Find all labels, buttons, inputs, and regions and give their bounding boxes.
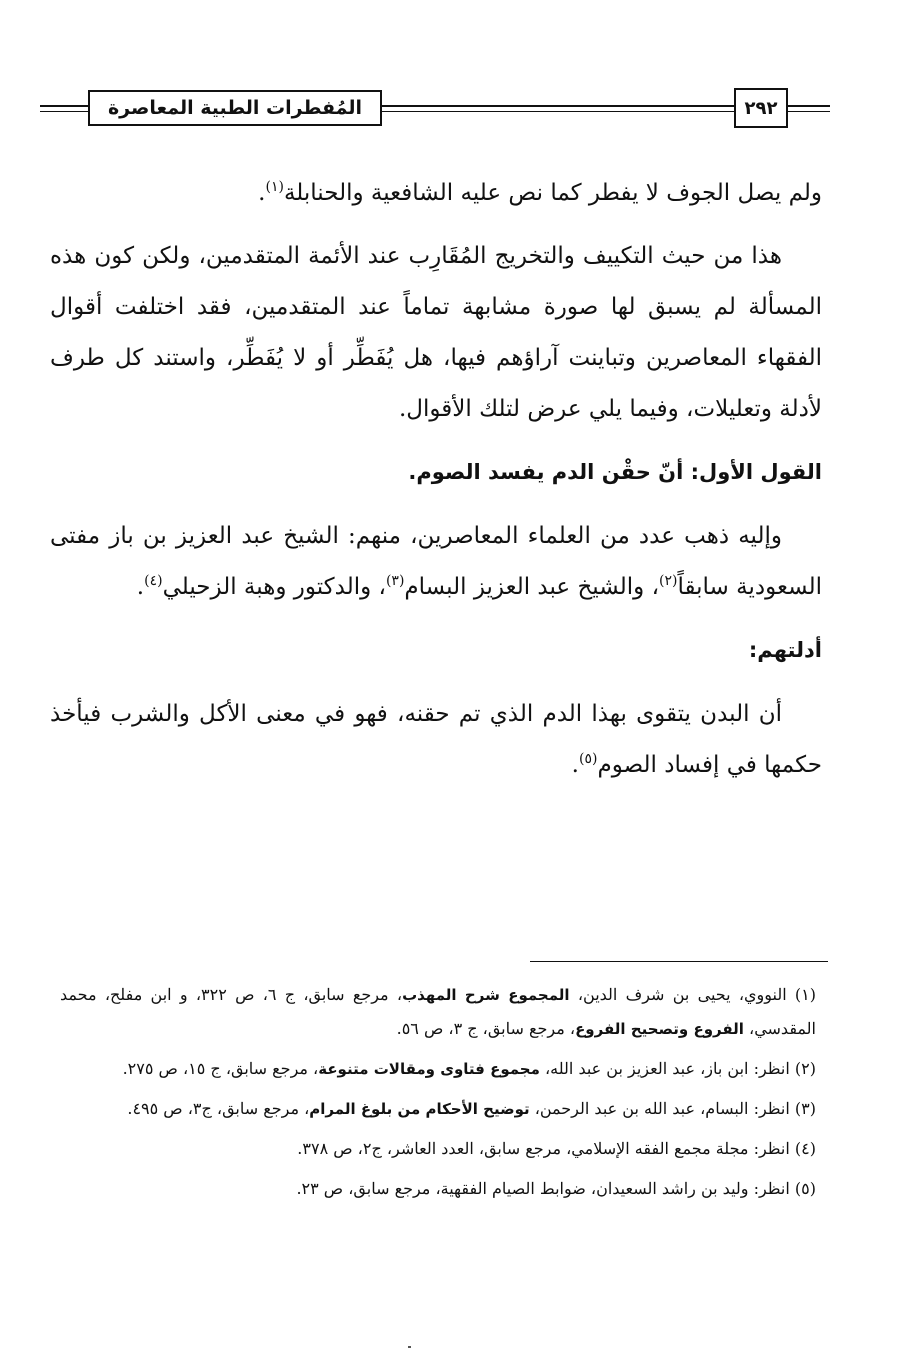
footnote-ref-2: (٢) <box>659 573 678 589</box>
footnote-ref-5: (٥) <box>578 751 598 767</box>
footnote-separator <box>530 961 828 962</box>
book-title: المُفطرات الطبية المعاصرة <box>88 90 382 126</box>
footnote-1 <box>60 978 816 1046</box>
footnote-2-title: مجموع فتاوى ومقالات متنوعة <box>318 1060 540 1078</box>
paragraph-3 <box>50 511 822 613</box>
footnote-2-part-a: (٢) انظر: ابن باز، عبد العزيز بن عبد الله، <box>539 1059 816 1078</box>
footnote-1-part-e: ، مرجع سابق، ج ٣، ص ٥٦. <box>396 1019 576 1038</box>
header-rule-middle-top <box>382 105 734 107</box>
footnote-5: (٥) انظر: وليد بن راشد السعيدان، ضوابط الصيام الفقهية، مرجع سابق، ص ٢٣. <box>296 1179 816 1198</box>
footnote-3-part-a: (٣) انظر: البسام، عبد الله بن عبد الرحمن، <box>529 1099 816 1118</box>
footnote-1-part-a: (١) النووي، يحيى بن شرف الدين، <box>569 985 816 1004</box>
footnote-ref-1: (١) <box>265 179 284 195</box>
page-header <box>40 88 830 134</box>
header-rule-left-bottom <box>40 111 88 112</box>
paragraph-3-end: . <box>136 574 145 600</box>
footnote-1-title-2: الفروع وتصحيح الفروع <box>575 1020 744 1038</box>
footnote-1-title-1: المجموع شرح المهذب <box>402 986 570 1004</box>
footnote-3-title: توضيح الأحكام من بلوغ المرام <box>309 1100 530 1118</box>
footnotes <box>60 978 816 1212</box>
header-rule-left-top <box>40 105 88 107</box>
main-text <box>50 168 822 803</box>
footnote-1-part-c: ، مرجع سابق، ج ٦، ص ٣٢٢، و ابن مفلح، محمد المقدسي، <box>60 985 816 1038</box>
footnote-2 <box>60 1052 816 1086</box>
header-rule-right-bottom <box>788 111 830 112</box>
paragraph-4-end: . <box>571 752 579 778</box>
footnote-3 <box>60 1092 816 1126</box>
paragraph-4-text: أن البدن يتقوى بهذا الدم الذي تم حقنه، فهو في معنى الأكل والشرب فيأخذ حكمها في إفساد الصوم <box>50 701 822 778</box>
heading-first-opinion: القول الأول: أنّ حقْن الدم يفسد الصوم. <box>408 460 822 484</box>
footnote-ref-3: (٣) <box>385 573 405 589</box>
paragraph-4 <box>50 689 822 791</box>
footnote-2-part-c: ، مرجع سابق، ج ١٥، ص ٢٧٥. <box>122 1059 319 1078</box>
paragraph-2-text: هذا من حيث التكييف والتخريج المُقَارِب عند الأئمة المتقدمين، ولكن كون هذه المسألة لم يسبق لها صورة مشابهة تماماً عند المتقدمين، فقد اختلفت أقوال الفقهاء المعاصرين وتباينت آراؤهم فيها، هل يُفَطِّر أو لا يُفَطِّر، واستند كل طرف لأدلة وتعليلات، وفيما يلي عرض لتلك الأقوال. <box>50 243 822 422</box>
heading-evidence: أدلتهم: <box>748 638 822 662</box>
paragraph-3-part-c: ، والدكتور وهبة الزحيلي <box>162 574 386 600</box>
page-number: ٢٩٢ <box>734 88 788 128</box>
footnote-3-part-c: ، مرجع سابق، ج٣، ص ٤٩٥. <box>127 1099 310 1118</box>
scan-mark <box>408 1346 411 1348</box>
paragraph-1-text: ولم يصل الجوف لا يفطر كما نص عليه الشافعية والحنابلة <box>283 180 822 206</box>
paragraph-3-part-a: وإليه ذهب عدد من العلماء المعاصرين، منهم: الشيخ عبد العزيز بن باز مفتى السعودية سابقاً <box>50 523 822 600</box>
paragraph-3-part-b: ، والشيخ عبد العزيز البسام <box>404 574 660 600</box>
paragraph-1-end: . <box>258 180 266 206</box>
header-rule-right-top <box>788 105 830 107</box>
paragraph-1 <box>50 168 822 219</box>
footnote-ref-4: (٤) <box>144 573 163 589</box>
footnote-4: (٤) انظر: مجلة مجمع الفقه الإسلامي، مرجع سابق، العدد العاشر، ج٢، ص ٣٧٨. <box>297 1139 816 1158</box>
paragraph-2 <box>50 231 822 435</box>
header-rule-middle-bottom <box>382 111 734 112</box>
